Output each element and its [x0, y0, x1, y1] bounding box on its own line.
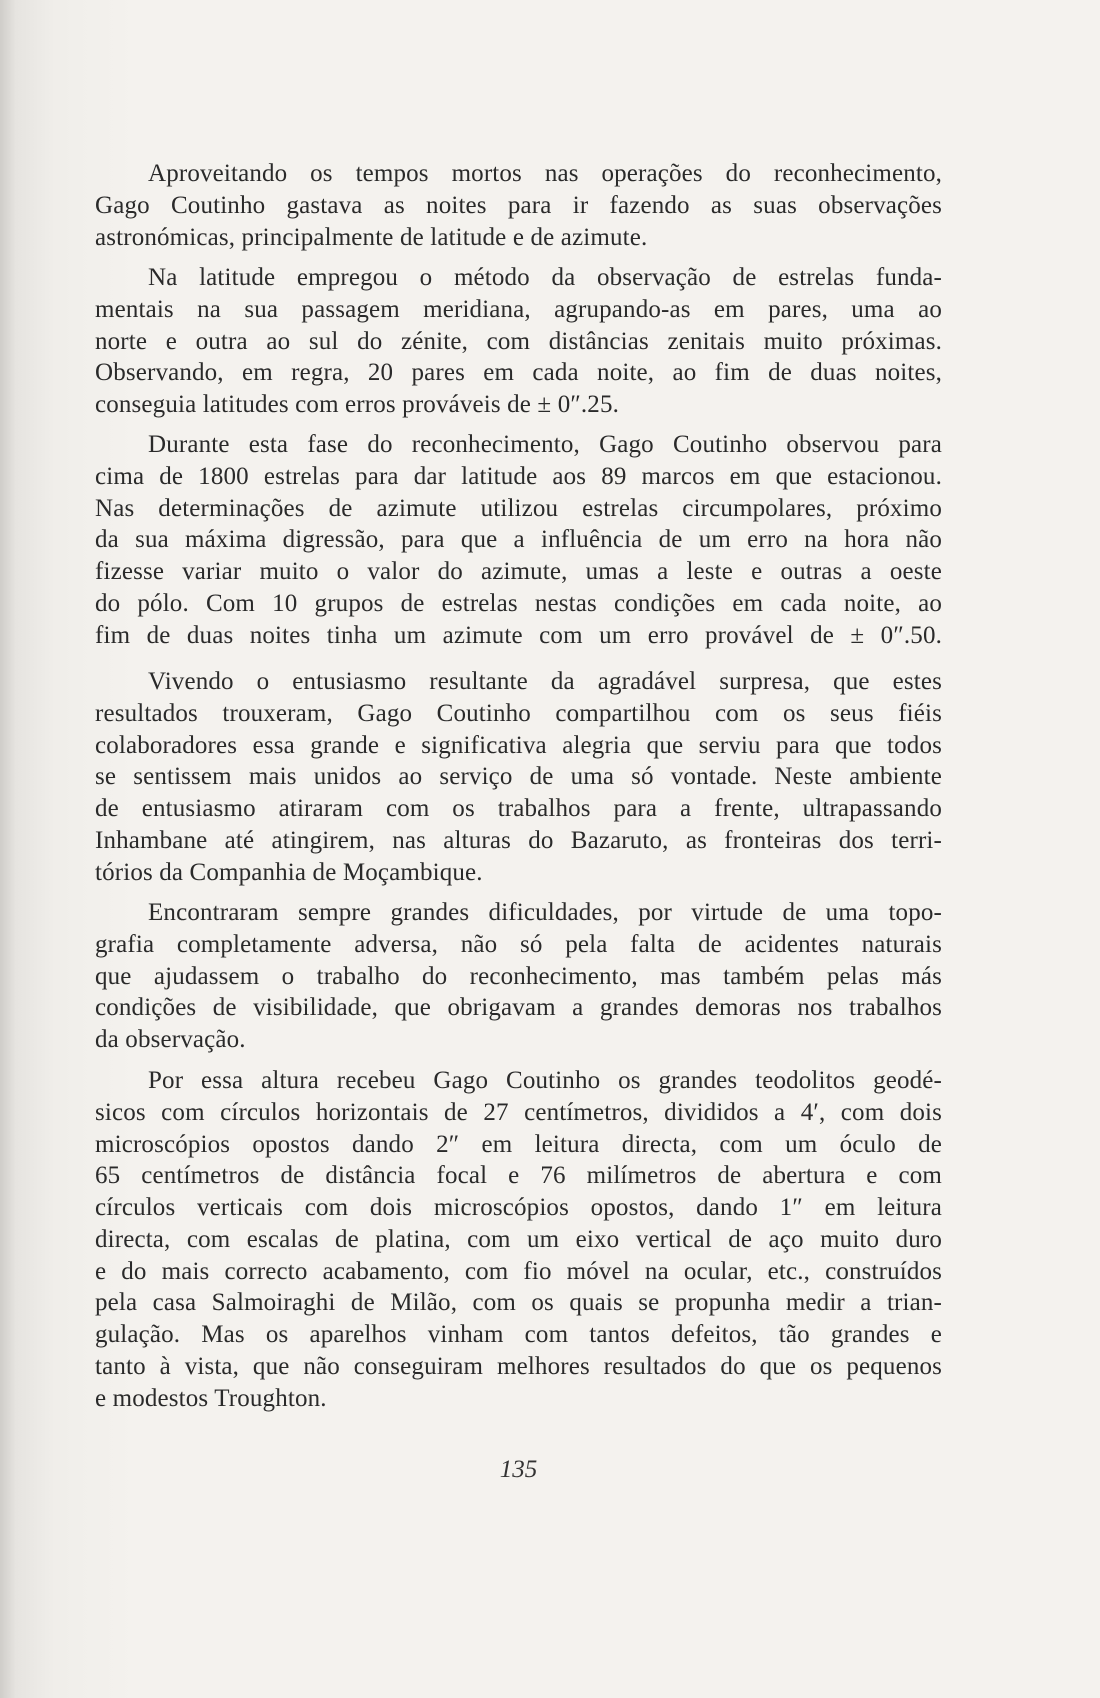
text-line: microscópios opostos dando 2″ em leitura directa, com um óculo de — [95, 1130, 942, 1158]
text-line: fizesse variar muito o valor do azimute, umas a leste e outras a oeste — [95, 558, 942, 585]
page-number: 135 — [499, 1456, 538, 1483]
text-line: 65 centímetros de distância focal e 76 milímetros de abertura e com — [95, 1162, 942, 1190]
paragraph — [95, 262, 942, 421]
paragraph — [95, 897, 942, 1056]
text-line: gulação. Mas os aparelhos vinham com tantos defeitos, tão grandes e — [95, 1321, 942, 1348]
paragraph — [95, 666, 942, 888]
paragraph — [95, 1065, 942, 1414]
text-line: e do mais correcto acabamento, com fio móvel na ocular, etc., construídos — [95, 1257, 942, 1285]
text-line: fim de duas noites tinha um azimute com um erro provável de ± 0″.50. — [95, 621, 942, 649]
text-line: Na latitude empregou o método da observação de estrelas funda- — [148, 264, 942, 291]
text-line: cima de 1800 estrelas para dar latitude aos 89 marcos em que estacionou. — [95, 462, 942, 490]
text-line: Durante esta fase do reconhecimento, Gago Coutinho observou para — [148, 431, 942, 458]
text-line: pela casa Salmoiraghi de Milão, com os quais se propunha medir a trian- — [95, 1289, 942, 1317]
text-line: norte e outra ao sul do zénite, com distâncias zenitais muito próximas. — [95, 327, 942, 355]
text-line: condições de visibilidade, que obrigavam a grandes demoras nos trabalhos — [95, 994, 942, 1022]
text-line: Vivendo o entusiasmo resultante da agradável surpresa, que estes — [148, 668, 942, 695]
text-line: círculos verticais com dois microscópios opostos, dando 1″ em leitura — [95, 1194, 942, 1221]
text-line: tórios da Companhia de Moçambique. — [95, 858, 483, 886]
text-line: conseguia latitudes com erros prováveis de ± 0″.25. — [95, 391, 620, 418]
paragraph — [95, 158, 942, 253]
text-line: e modestos Troughton. — [95, 1384, 327, 1412]
text-line: Inhambane até atingirem, nas alturas do Bazaruto, as fronteiras dos terri- — [95, 826, 942, 854]
text-line: grafia completamente adversa, não só pela falta de acidentes naturais — [95, 930, 942, 958]
text-line: Aproveitando os tempos mortos nas operações do reconhecimento, — [148, 160, 942, 187]
text-line: do pólo. Com 10 grupos de estrelas nestas condições em cada noite, ao — [95, 589, 942, 617]
text-line: que ajudassem o trabalho do reconhecimento, mas também pelas más — [95, 962, 942, 990]
text-line: colaboradores essa grande e significativa alegria que serviu para que todos — [95, 731, 942, 759]
text-line: mentais na sua passagem meridiana, agrupando-as em pares, uma ao — [95, 295, 942, 323]
text-line: Observando, em regra, 20 pares em cada noite, ao fim de duas noites, — [95, 359, 942, 387]
text-line: Gago Coutinho gastava as noites para ir fazendo as suas observações — [95, 191, 942, 219]
text-line: da observação. — [95, 1026, 246, 1053]
text-line: sicos com círculos horizontais de 27 centímetros, divididos a 4′, com dois — [95, 1098, 942, 1126]
text-line: se sentissem mais unidos ao serviço de uma só vontade. Neste ambiente — [95, 763, 942, 791]
text-line: Nas determinações de azimute utilizou estrelas circumpolares, próximo — [95, 494, 942, 522]
paragraph — [95, 429, 942, 651]
text-line: Por essa altura recebeu Gago Coutinho os grandes teodolitos geodé- — [148, 1067, 942, 1094]
text-line: resultados trouxeram, Gago Coutinho compartilhou com os seus fiéis — [95, 699, 942, 727]
text-line: da sua máxima digressão, para que a influência de um erro na hora não — [95, 526, 942, 554]
text-line: astronómicas, principalmente de latitude e de azimute. — [95, 223, 648, 251]
text-line: tanto à vista, que não conseguiram melhores resultados do que os pequenos — [95, 1352, 942, 1380]
text-line: directa, com escalas de platina, com um eixo vertical de aço muito duro — [95, 1225, 942, 1253]
text-line: de entusiasmo atiraram com os trabalhos para a frente, ultrapassando — [95, 795, 942, 822]
text-line: Encontraram sempre grandes dificuldades, por virtude de uma topo- — [148, 899, 942, 926]
